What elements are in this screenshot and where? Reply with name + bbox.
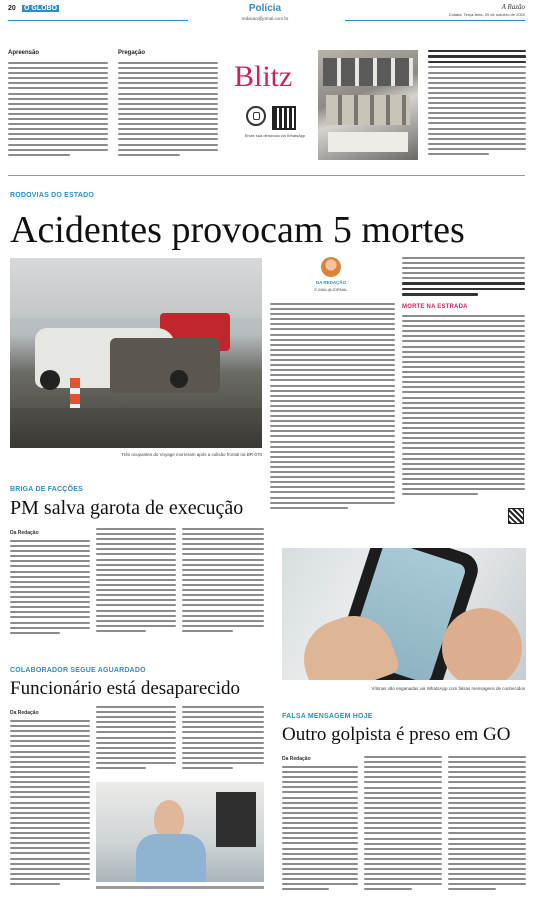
story2-col1-text xyxy=(10,540,90,640)
section-title: Polícia xyxy=(248,3,282,14)
story3-headline: Funcionário está desaparecido xyxy=(10,678,241,699)
brand-logo: O GLOBO xyxy=(24,5,58,12)
whatsapp-icon xyxy=(246,106,266,126)
header-rule-left xyxy=(8,20,188,21)
topbar-col1-text xyxy=(8,62,108,160)
qr-code-small xyxy=(508,508,524,524)
lead-headline: Acidentes provocam 5 mortes xyxy=(10,209,465,251)
story2-headline: PM salva garota de execução xyxy=(10,497,244,519)
employee-photo-caption xyxy=(96,886,264,889)
story4-photo-caption: Vítimas são enganadas via WhatsApp com falsas mensagens de conhecidos xyxy=(371,686,525,691)
phone-photo xyxy=(282,548,526,680)
lead-photo-caption: Três ocupantes do Voyage morreram após a colisão frontal na BR-070 xyxy=(121,452,262,457)
story3-col2-text xyxy=(96,706,176,776)
edition-date: Cuiabá, Terça-feira, 20 de outubro de 2020 xyxy=(448,12,525,17)
topbar-col1-title: Apreensão xyxy=(8,50,40,56)
story3-byline: Da Redação xyxy=(10,710,39,716)
story2-byline: Da Redação xyxy=(10,530,39,536)
lead-subhead: MORTE NA ESTRADA xyxy=(402,304,468,310)
story4-col2-text xyxy=(364,756,442,894)
lead-kicker: RODOVIAS DO ESTADO xyxy=(10,192,94,199)
blitz-photo xyxy=(318,50,418,160)
qr-code-icon xyxy=(272,106,296,130)
page-number: 20 xyxy=(8,5,16,12)
story4-byline: Da Redação xyxy=(282,756,311,762)
author-note: E-MAIL@JORNAL xyxy=(314,287,348,292)
topbar-col2-title: Pregação xyxy=(118,50,146,56)
story4-col1-text xyxy=(282,766,358,894)
paper-name: A Razão xyxy=(501,3,525,11)
lead-photo xyxy=(10,258,262,448)
story3-col3-text xyxy=(182,706,264,776)
story3-col1-text xyxy=(10,720,90,895)
story4-kicker: FALSA MENSAGEM HOJE xyxy=(282,713,373,720)
topbar-bottom-rule xyxy=(8,175,525,176)
topbar-col4-text xyxy=(428,50,526,160)
author-name: DA REDAÇÃO xyxy=(315,280,347,285)
header-rule-right xyxy=(345,20,525,21)
topbar-col2-text xyxy=(118,62,218,160)
lead-col2-text-top xyxy=(402,257,525,300)
story2-col2-text xyxy=(96,528,176,640)
lead-col1-text xyxy=(270,303,395,513)
story4-headline: Outro golpista é preso em GO xyxy=(282,724,511,745)
story3-kicker: COLABORADOR SEGUE AGUARDADO xyxy=(10,667,146,674)
story4-col3-text xyxy=(448,756,526,894)
blitz-title: Blitz xyxy=(234,60,293,93)
story2-kicker: BRIGA DE FACÇÕES xyxy=(10,486,83,493)
author-avatar xyxy=(321,257,341,277)
section-subtitle: redacao@jornal.com.br xyxy=(241,16,289,21)
employee-photo xyxy=(96,782,264,882)
story2-col3-text xyxy=(182,528,264,640)
lead-col2-text xyxy=(402,315,525,505)
blitz-subtitle: Envie sua denúncia via WhatsApp xyxy=(244,133,306,138)
